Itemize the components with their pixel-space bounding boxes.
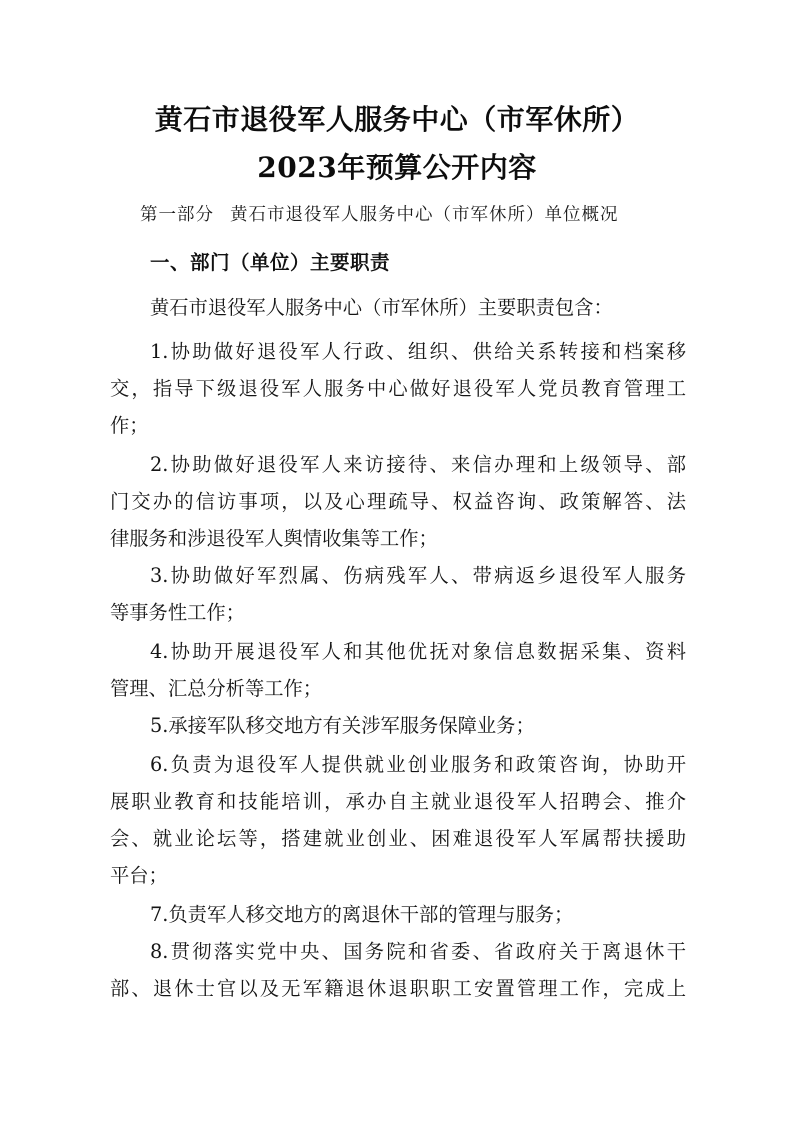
duty-item-6-line-2: 展职业教育和技能培训，承办自主就业退役军人招聘会、推介	[110, 790, 686, 813]
duty-item-2-line-1: 2.协助做好退役军人来访接待、来信办理和上级领导、部	[150, 453, 686, 476]
part-subtitle	[140, 201, 619, 226]
document-title-line-1: 黄石市退役军人服务中心（市军休所）	[154, 103, 640, 136]
duty-item-4-line-2: 管理、汇总分析等工作；	[110, 677, 323, 700]
duty-item-8-line-1: 8.贯彻落实党中央、国务院和省委、省政府关于离退休干	[150, 940, 686, 963]
duty-item-2-line-2: 门交办的信访事项，以及心理疏导、权益咨询、政策解答、法	[110, 490, 686, 513]
duty-item-6-line-4: 平台；	[110, 864, 168, 887]
duty-item-3-line-1: 3.协助做好军烈属、伤病残军人、带病返乡退役军人服务	[150, 564, 686, 587]
duty-item-7-line-1: 7.负责军人移交地方的离退休干部的管理与服务；	[150, 903, 574, 926]
duty-item-5-line-1: 5.承接军队移交地方有关涉军服务保障业务；	[150, 714, 535, 737]
part-title: 黄石市退役军人服务中心（市军休所）单位概况	[230, 205, 619, 225]
part-label: 第一部分	[140, 205, 214, 225]
duty-item-6-line-1: 6.负责为退役军人提供就业创业服务和政策咨询，协助开	[150, 753, 686, 776]
duty-item-1-line-3: 作；	[110, 414, 149, 437]
duty-item-1-line-1: 1.协助做好退役军人行政、组织、供给关系转接和档案移	[150, 340, 686, 363]
duty-item-1-line-2: 交，指导下级退役军人服务中心做好退役军人党员教育管理工	[110, 377, 686, 400]
duty-item-2-line-3: 律服务和涉退役军人舆情收集等工作；	[110, 527, 438, 550]
duty-item-3-line-2: 等事务性工作；	[110, 601, 245, 624]
duty-item-4-line-1: 4.协助开展退役军人和其他优抚对象信息数据采集、资料	[150, 640, 686, 663]
section-heading: 一、部门（单位）主要职责	[150, 251, 391, 274]
intro-paragraph: 黄石市退役军人服务中心（市军休所）主要职责包含：	[150, 296, 613, 319]
duty-item-6-line-3: 会、就业论坛等，搭建就业创业、困难退役军人军属帮扶援助	[110, 827, 686, 850]
duty-item-8-line-2: 部、退休士官以及无军籍退休退职职工安置管理工作，完成上	[110, 977, 686, 1000]
document-title-line-2: 2023年预算公开内容	[257, 151, 537, 184]
